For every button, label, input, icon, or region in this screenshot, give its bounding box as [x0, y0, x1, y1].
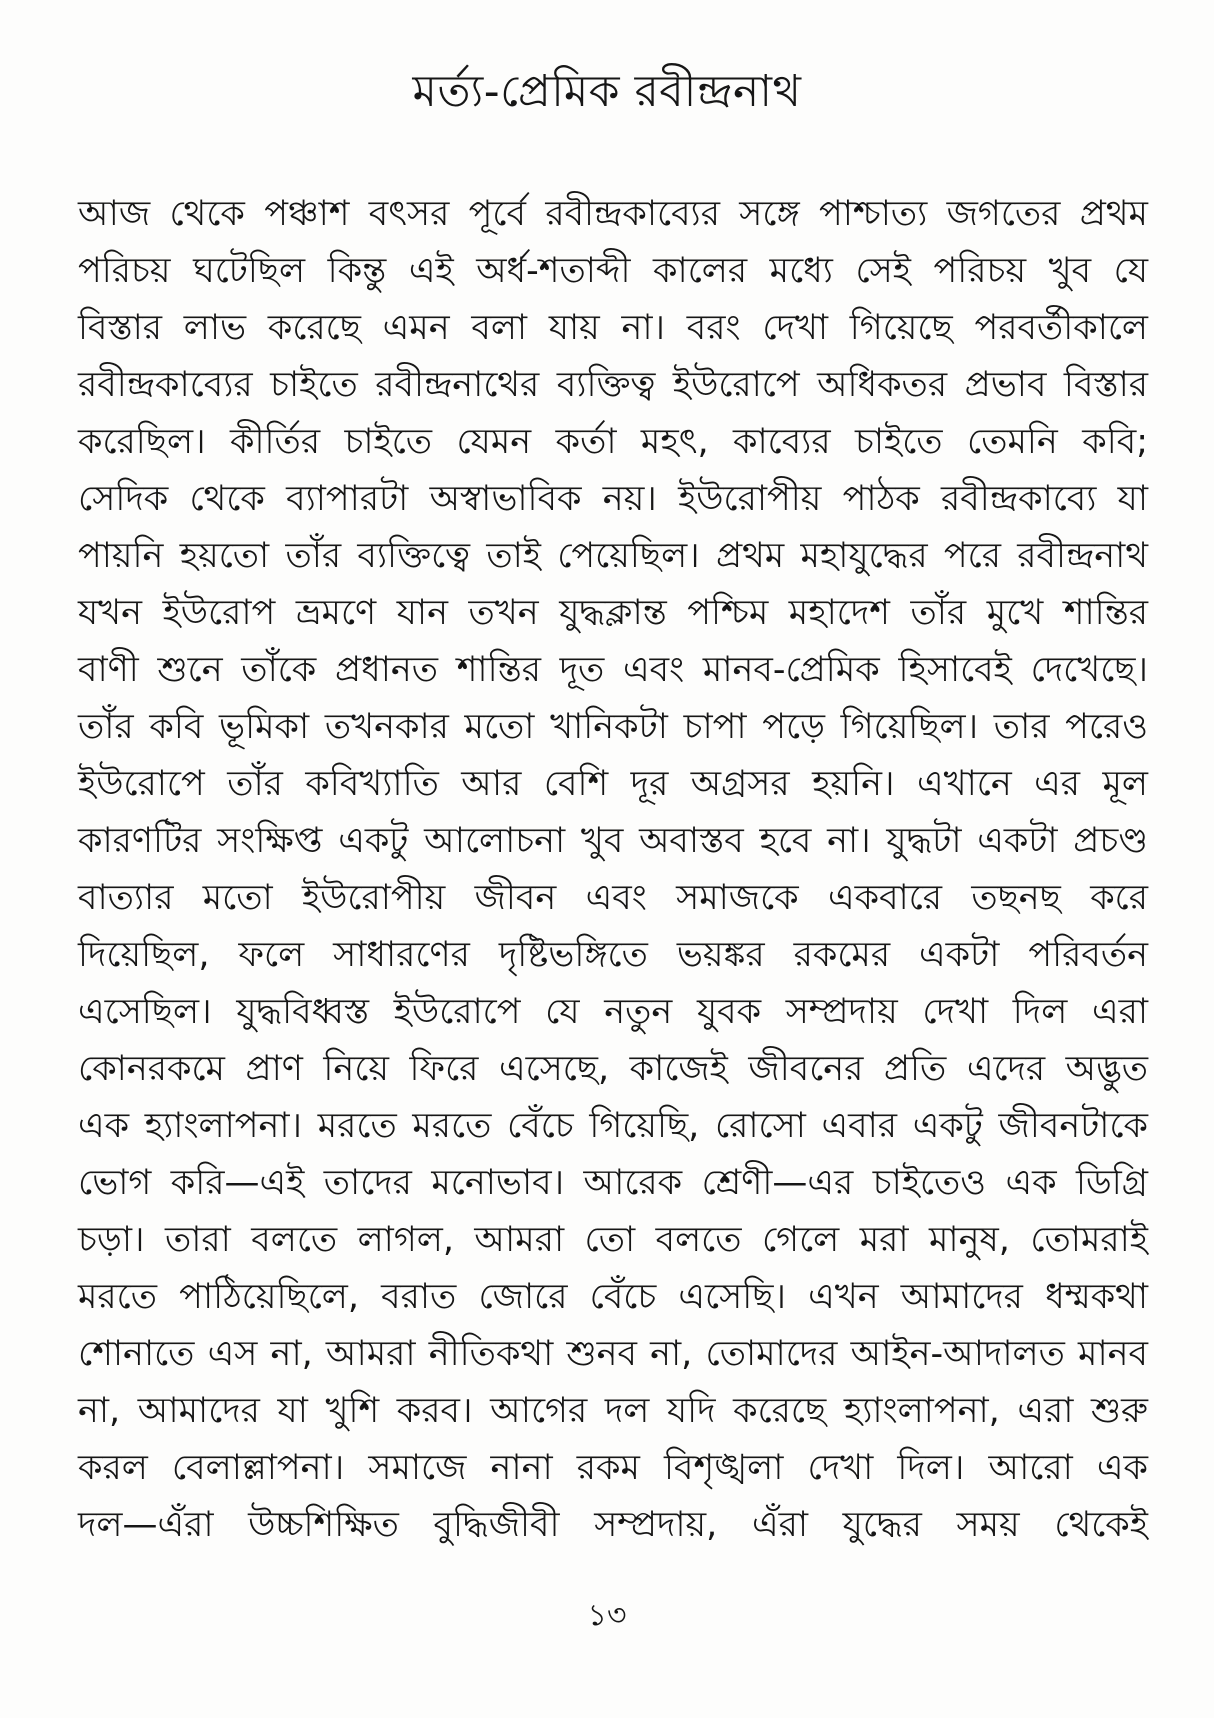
text-line: এসেছিল। যুদ্ধবিধ্বস্ত ইউরোপে যে নতুন যুবক সম্প্রদায় দেখা দিল এরা [78, 992, 1148, 1032]
text-line: বিস্তার লাভ করেছে এমন বলা যায় না। বরং দেখা গিয়েছে পরবর্তীকালে [78, 308, 1148, 348]
text-line: এক হ্যাংলাপনা। মরতে মরতে বেঁচে গিয়েছি, রোসো এবার একটু জীবনটাকে [78, 1106, 1148, 1146]
text-line: যখন ইউরোপ ভ্রমণে যান তখন যুদ্ধক্লান্ত পশ্চিম মহাদেশ তাঁর মুখে শান্তির [78, 593, 1148, 633]
body-text [78, 186, 1148, 1554]
text-line: পরিচয় ঘটেছিল কিন্তু এই অর্ধ-শতাব্দী কালের মধ্যে সেই পরিচয় খুব যে [78, 251, 1148, 291]
text-line: না, আমাদের যা খুশি করব। আগের দল যদি করেছে হ্যাংলাপনা, এরা শুরু [78, 1391, 1148, 1431]
text-line: চড়া। তারা বলতে লাগল, আমরা তো বলতে গেলে মরা মানুষ, তোমরাই [78, 1220, 1148, 1260]
text-line: মরতে পাঠিয়েছিলে, বরাত জোরে বেঁচে এসেছি। এখন আমাদের ধম্মকথা [78, 1277, 1148, 1317]
text-line: তাঁর কবি ভূমিকা তখনকার মতো খানিকটা চাপা পড়ে গিয়েছিল। তার পরেও [78, 707, 1148, 747]
text-line: কারণটির সংক্ষিপ্ত একটু আলোচনা খুব অবাস্তব হবে না। যুদ্ধটা একটা প্রচণ্ড [78, 821, 1148, 861]
text-line: ভোগ করি—এই তাদের মনোভাব। আরেক শ্রেণী—এর চাইতেও এক ডিগ্রি [78, 1163, 1148, 1203]
text-line: দল—এঁরা উচ্চশিক্ষিত বুদ্ধিজীবী সম্প্রদায়, এঁরা যুদ্ধের সময় থেকেই [78, 1505, 1148, 1545]
text-line: ইউরোপে তাঁর কবিখ্যাতি আর বেশি দূর অগ্রসর হয়নি। এখানে এর মূল [78, 764, 1148, 804]
text-line: করল বেলাল্লাপনা। সমাজে নানা রকম বিশৃঙ্খলা দেখা দিল। আরো এক [78, 1448, 1148, 1488]
text-line: কোনরকমে প্রাণ নিয়ে ফিরে এসেছে, কাজেই জীবনের প্রতি এদের অদ্ভুত [78, 1049, 1148, 1089]
text-line: দিয়েছিল, ফলে সাধারণের দৃষ্টিভঙ্গিতে ভয়ঙ্কর রকমের একটা পরিবর্তন [78, 935, 1148, 975]
text-line: শোনাতে এস না, আমরা নীতিকথা শুনব না, তোমাদের আইন-আদালত মানব [78, 1334, 1148, 1374]
text-line: করেছিল। কীর্তির চাইতে যেমন কর্তা মহৎ, কাব্যের চাইতে তেমনি কবি; [78, 422, 1148, 462]
text-line: পায়নি হয়তো তাঁর ব্যক্তিত্বে তাই পেয়েছিল। প্রথম মহাযুদ্ধের পরে রবীন্দ্রনাথ [78, 536, 1148, 576]
text-line: সেদিক থেকে ব্যাপারটা অস্বাভাবিক নয়। ইউরোপীয় পাঠক রবীন্দ্রকাব্যে যা [78, 479, 1148, 519]
text-line: বাণী শুনে তাঁকে প্রধানত শান্তির দূত এবং মানব-প্রেমিক হিসাবেই দেখেছে। [78, 650, 1148, 690]
text-line: আজ থেকে পঞ্চাশ বৎসর পূর্বে রবীন্দ্রকাব্যের সঙ্গে পাশ্চাত্য জগতের প্রথম [78, 194, 1148, 234]
page-number: ১৩ [587, 1598, 627, 1633]
text-line: রবীন্দ্রকাব্যের চাইতে রবীন্দ্রনাথের ব্যক্তিত্ব ইউরোপে অধিকতর প্রভাব বিস্তার [78, 365, 1148, 405]
text-line: বাত্যার মতো ইউরোপীয় জীবন এবং সমাজকে একবারে তছনছ করে [78, 878, 1148, 918]
chapter-title: মর্ত্য-প্রেমিক রবীন্দ্রনাথ [412, 66, 802, 117]
